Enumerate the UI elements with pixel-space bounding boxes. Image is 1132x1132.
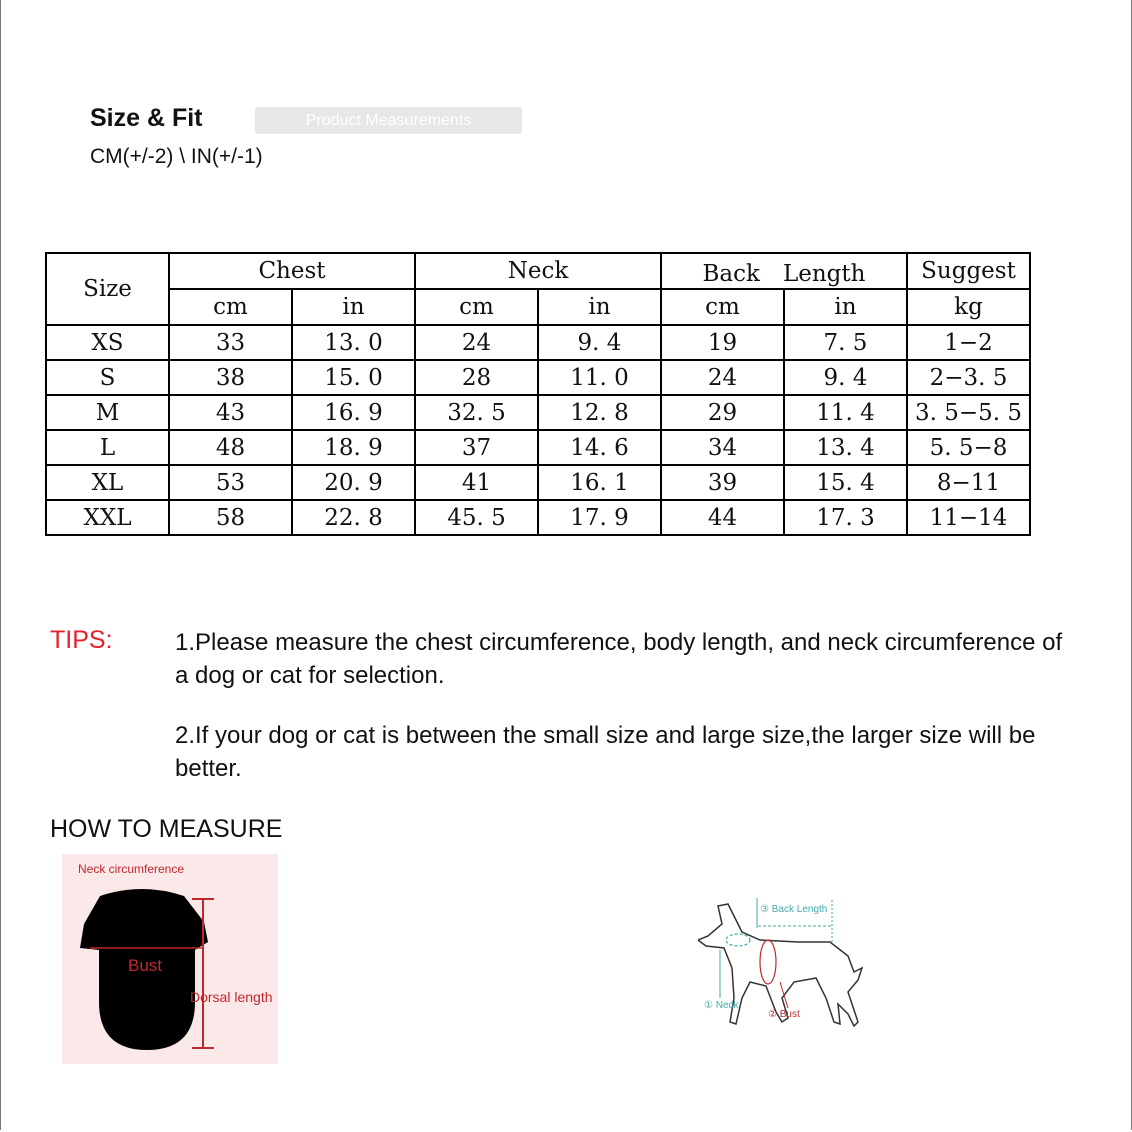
table-row bbox=[46, 430, 1030, 465]
table-cell: 38 bbox=[169, 360, 292, 395]
table-row bbox=[46, 325, 1030, 360]
suggest-header-cell: Suggest bbox=[907, 253, 1030, 289]
table-cell: 34 bbox=[661, 430, 784, 465]
neck-measure-ellipse bbox=[726, 934, 750, 946]
neck-header-cell: Neck bbox=[415, 253, 661, 289]
chest-header-cell: Chest bbox=[169, 253, 415, 289]
table-cell: 7. 5 bbox=[784, 325, 907, 360]
tips-label: TIPS: bbox=[50, 626, 113, 654]
table-cell: 19 bbox=[661, 325, 784, 360]
unit-cell: cm bbox=[661, 289, 784, 325]
unit-cell: in bbox=[292, 289, 415, 325]
product-measurements-badge: Product Measurements bbox=[255, 107, 522, 134]
table-cell: 15. 4 bbox=[784, 465, 907, 500]
table-cell: 9. 4 bbox=[538, 325, 661, 360]
table-cell: 9. 4 bbox=[784, 360, 907, 395]
table-cell: 48 bbox=[169, 430, 292, 465]
tolerance-subtitle: CM(+/-2) \ IN(+/-1) bbox=[90, 145, 263, 168]
table-cell: 17. 3 bbox=[784, 500, 907, 535]
bust-label: Bust bbox=[128, 956, 163, 975]
neck-circumference-label: Neck circumference bbox=[78, 862, 185, 876]
table-cell: M bbox=[46, 395, 169, 430]
back-length-header-cell: Back Length bbox=[661, 253, 907, 289]
table-cell: 44 bbox=[661, 500, 784, 535]
shirt-diagram-svg bbox=[62, 854, 278, 1064]
table-cell: 16. 9 bbox=[292, 395, 415, 430]
table-cell: 24 bbox=[661, 360, 784, 395]
table-cell: 11. 0 bbox=[538, 360, 661, 395]
table-cell: 58 bbox=[169, 500, 292, 535]
table-cell: 41 bbox=[415, 465, 538, 500]
table-cell: 12. 8 bbox=[538, 395, 661, 430]
table-cell: 33 bbox=[169, 325, 292, 360]
table-cell: 24 bbox=[415, 325, 538, 360]
unit-cell: cm bbox=[415, 289, 538, 325]
table-cell: 13. 0 bbox=[292, 325, 415, 360]
table-unit-row bbox=[46, 289, 1030, 325]
tip-item: 1.Please measure the chest circumference, body length, and neck circumference of a dog or cat for selection. bbox=[175, 629, 1063, 689]
table-cell: 8−11 bbox=[907, 465, 1030, 500]
table-header-row bbox=[46, 253, 1030, 289]
table-cell: 22. 8 bbox=[292, 500, 415, 535]
size-table bbox=[45, 252, 1031, 536]
table-row bbox=[46, 465, 1030, 500]
bust-measure-ellipse bbox=[760, 940, 776, 984]
table-cell: 37 bbox=[415, 430, 538, 465]
table-cell: 32. 5 bbox=[415, 395, 538, 430]
back-length-label: ③ Back Length bbox=[760, 904, 828, 915]
unit-cell: cm bbox=[169, 289, 292, 325]
table-cell: 28 bbox=[415, 360, 538, 395]
shirt-measure-diagram bbox=[62, 854, 278, 1064]
table-cell: 17. 9 bbox=[538, 500, 661, 535]
unit-cell: kg bbox=[907, 289, 1030, 325]
table-cell: 15. 0 bbox=[292, 360, 415, 395]
table-cell: 1−2 bbox=[907, 325, 1030, 360]
table-row bbox=[46, 500, 1030, 535]
dog-measure-diagram bbox=[698, 898, 863, 1038]
tip-item: 2.If your dog or cat is between the small size and large size,the larger size will be better. bbox=[175, 722, 1036, 782]
table-cell: 39 bbox=[661, 465, 784, 500]
how-to-measure-heading: HOW TO MEASURE bbox=[50, 815, 283, 843]
table-cell: 20. 9 bbox=[292, 465, 415, 500]
page-title: Size & Fit bbox=[90, 104, 203, 132]
table-cell: XL bbox=[46, 465, 169, 500]
unit-cell: in bbox=[538, 289, 661, 325]
table-cell: 16. 1 bbox=[538, 465, 661, 500]
bust-label-dog: ② Bust bbox=[768, 1009, 800, 1020]
table-cell: 53 bbox=[169, 465, 292, 500]
neck-label: ① Neck bbox=[704, 1000, 739, 1011]
table-cell: 43 bbox=[169, 395, 292, 430]
dog-diagram-svg bbox=[698, 898, 863, 1038]
table-cell: 29 bbox=[661, 395, 784, 430]
unit-cell: in bbox=[784, 289, 907, 325]
table-cell: S bbox=[46, 360, 169, 395]
table-cell: 45. 5 bbox=[415, 500, 538, 535]
dorsal-length-label: Dorsal length bbox=[190, 989, 273, 1005]
table-cell: L bbox=[46, 430, 169, 465]
table-cell: 11−14 bbox=[907, 500, 1030, 535]
table-cell: XS bbox=[46, 325, 169, 360]
table-cell: 2−3. 5 bbox=[907, 360, 1030, 395]
size-header-cell: Size bbox=[46, 253, 169, 325]
table-row bbox=[46, 360, 1030, 395]
table-cell: 18. 9 bbox=[292, 430, 415, 465]
table-cell: 5. 5−8 bbox=[907, 430, 1030, 465]
table-row bbox=[46, 395, 1030, 430]
table-cell: 11. 4 bbox=[784, 395, 907, 430]
table-cell: 3. 5−5. 5 bbox=[907, 395, 1030, 430]
table-cell: 14. 6 bbox=[538, 430, 661, 465]
table-cell: XXL bbox=[46, 500, 169, 535]
table-cell: 13. 4 bbox=[784, 430, 907, 465]
